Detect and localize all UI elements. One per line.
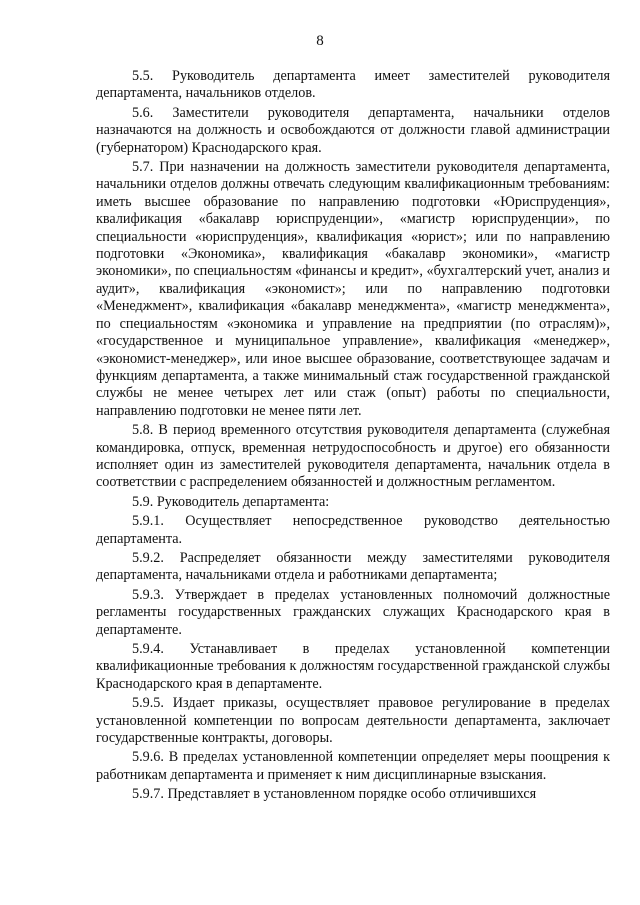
page-number: 8 [316,33,324,49]
document-body [96,68,610,806]
paragraph-5-9-5: 5.9.5. Издает приказы, осуществляет правовое регулирование в пределах установленной компетенции по вопросам деятельности департамента, заключает государственные контракты, договоры. [96,695,610,747]
paragraph-5-6: 5.6. Заместители руководителя департамента, начальники отделов назначаются на должность и освобождаются от должности главой администрации (губернатором) Краснодарского края. [96,104,610,156]
paragraph-5-9: 5.9. Руководитель департамента: [132,493,330,510]
paragraph-5-9-3: 5.9.3. Утверждает в пределах установленных полномочий должностные регламенты государственных гражданских служащих Краснодарского края в департаменте. [96,586,610,638]
paragraph-5-5: 5.5. Руководитель департамента имеет заместителей руководителя департамента, начальников отделов. [96,68,610,102]
paragraph-5-7: 5.7. При назначении на должность заместители руководителя департамента, начальники отделов должны отвечать следующим квалификационным требованиям: иметь высшее образование по направлению подготовки «Юриспруденция», квалификация «бакалавр юриспруденции», «магистр юриспруденции», по специальности «юриспруденция», квалификация «юрист»; или по направлению подготовки «Экономика», квалификация «бакалавр экономики», «магистр экономики», по специальностям «финансы и кредит», «бухгалтерский учет, анализ и аудит», квалификация «экономист»; или по направлению подготовки «Менеджмент», квалификация «бакалавр менеджмента», «магистр менеджмента», по специальностям «экономика и управление на предприятии (по отраслям)», «государственное и муниципальное управление», квалификация «менеджер», «экономист-менеджер», или иное высшее образование, соответствующее задачам и функциям департамента, а также минимальный стаж государственной гражданской службы не менее четырех лет или стаж (опыт) работы по специальности, направлению подготовки не менее пяти лет. [96,159,610,419]
paragraph-5-9-7: 5.9.7. Представляет в установленном порядке особо отличившихся [132,786,537,803]
paragraph-5-9-1: 5.9.1. Осуществляет непосредственное руководство деятельностью департамента. [96,513,610,547]
paragraph-5-9-2: 5.9.2. Распределяет обязанности между заместителями руководителя департамента, начальниками отдела и работниками департамента; [96,549,610,584]
paragraph-5-9-6: 5.9.6. В пределах установленной компетенции определяет меры поощрения к работникам департамента и применяет к ним дисциплинарные взыскания. [96,749,610,783]
paragraph-5-9-4: 5.9.4. Устанавливает в пределах установленной компетенции квалификационные требования к должностям государственной гражданской службы Краснодарского края в департаменте. [96,641,610,692]
paragraph-5-8: 5.8. В период временного отсутствия руководителя департамента (служебная командировка, отпуск, временная нетрудоспособность и другое) его обязанности исполняет один из заместителей руководителя департамента, начальник отдела в соответствии с распределением обязанностей и должностным регламентом. [96,422,610,491]
